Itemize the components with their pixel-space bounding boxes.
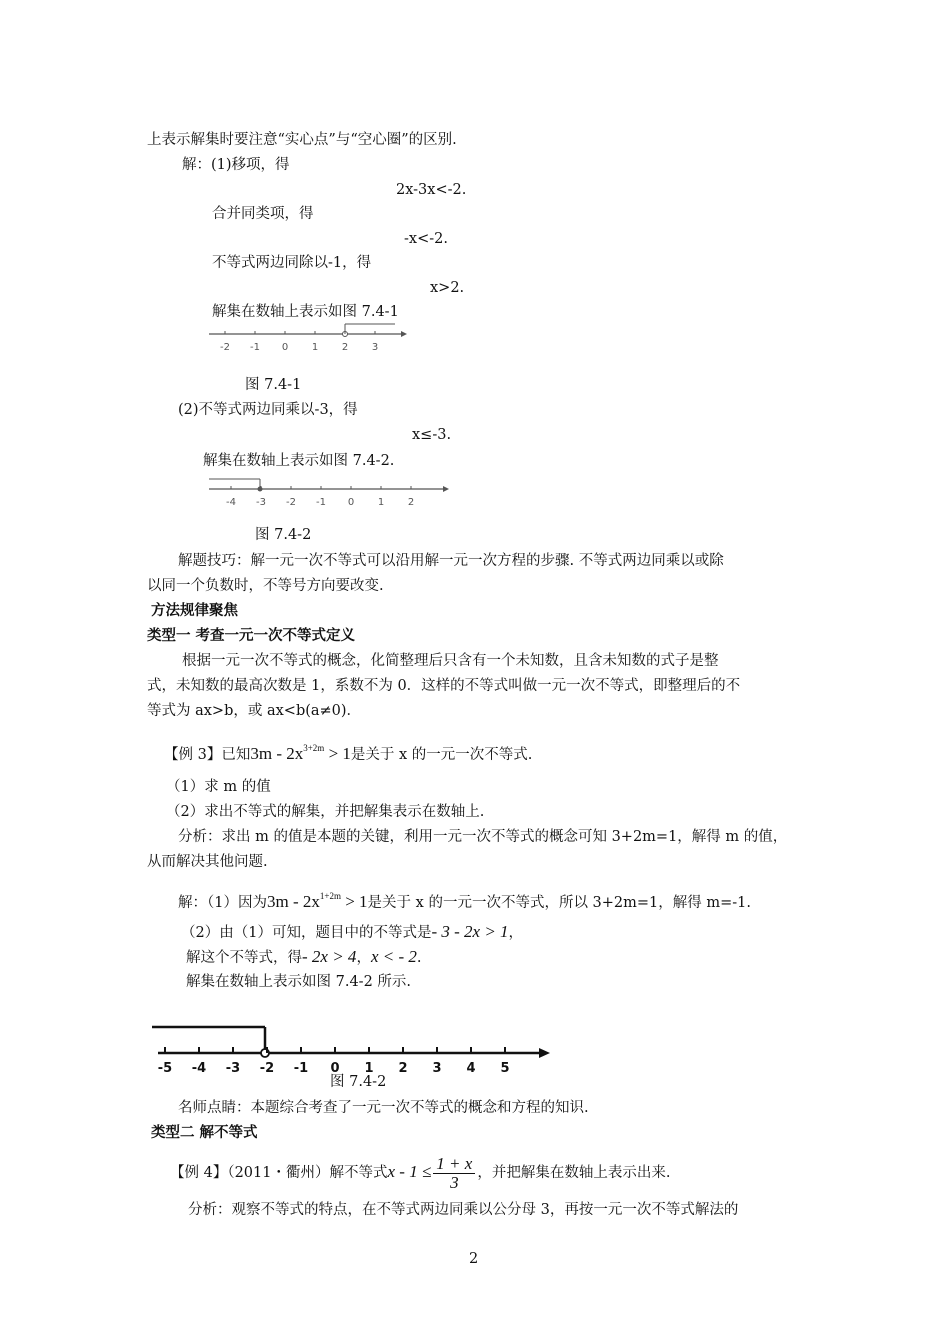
inequality-line-1: 2x-3x<-2. — [396, 182, 467, 198]
example-4-statement: 【例 4】（2011・衢州）解不等式x - 1 ≤ $\frac{1 + x}{3}$ ，并把解集在数轴上表示出来. — [170, 1153, 671, 1192]
math-expression-1: $3m - 2x^{3+2m} > 1$ — [250, 743, 351, 763]
axis-tick-label: 5 — [500, 1061, 510, 1076]
number-line-figure-3 — [150, 1018, 555, 1076]
math-expression-6: x - 1 ≤ — [387, 1162, 432, 1181]
section-heading-type-2: 类型二 解不等式 — [151, 1125, 258, 1141]
axis-tick-label: 3 — [371, 342, 379, 353]
solution-part-2: （2）由（1）可知，题目中的不等式是- 3 - 2x > 1， — [181, 922, 524, 941]
figure-caption-3: 图 7.4-2 — [330, 1074, 387, 1090]
axis-tick-label: -2 — [286, 497, 296, 508]
tip-line-2: 以同一个负数时，不等号方向要改变. — [147, 578, 384, 594]
number-line-note-3: 解集在数轴上表示如图 7.4-2 所示. — [186, 974, 412, 990]
example-3-suffix: 是关于 x 的一元一次不等式. — [350, 747, 533, 763]
question-1: （1）求 m 的值 — [166, 779, 271, 795]
solution-part-1: 解：（1）因为$3m - 2x^{1+2m} > 1$是关于 x 的一元一次不等式，所以 3+2m=1，解得 m=-1. — [178, 891, 752, 911]
figure-caption-2: 图 7.4-2 — [255, 527, 312, 543]
axis-tick-label: -2 — [220, 342, 230, 353]
axis-tick-label: 0 — [330, 1061, 340, 1076]
fraction-numerator: 1 + x — [433, 1155, 475, 1174]
fraction-denominator: 3 — [450, 1172, 459, 1192]
axis-tick-label: -2 — [259, 1061, 275, 1076]
axis-tick-label: -4 — [226, 497, 236, 508]
divide-line: 不等式两边同除以-1，得 — [212, 255, 372, 271]
section-heading-type-1: 类型一 考查一元一次不等式定义 — [147, 628, 356, 644]
figure-caption-1: 图 7.4-1 — [245, 377, 302, 393]
math-expression-2: $3m - 2x^{1+2m} > 1$ — [266, 891, 368, 911]
definition-para-1: 根据一元一次不等式的概念，化简整理后只含有一个未知数，且含未知数的式子是整 — [182, 653, 719, 669]
definition-para-2: 式，未知数的最高次数是 1，系数不为 0．这样的不等式叫做一元一次不等式，即整理后的不 — [147, 678, 741, 694]
inequality-line-3: x>2. — [430, 280, 465, 296]
number-line-note-2: 解集在数轴上表示如图 7.4-2. — [203, 453, 395, 469]
example-3-statement — [164, 738, 532, 765]
axis-tick-label: -1 — [293, 1061, 309, 1076]
axis-tick-label: -5 — [157, 1061, 173, 1076]
axis-tick-label: 0 — [347, 497, 355, 508]
number-line-figure-2 — [207, 474, 452, 508]
combine-like-terms-line: 合并同类项，得 — [212, 206, 314, 222]
section-heading-methods: 方法规律聚焦 — [151, 603, 238, 619]
inequality-line-4: x≤-3. — [412, 427, 452, 443]
analysis-line-1: 分析：求出 m 的值是本题的关键，利用一元一次不等式的概念可知 3+2m=1，解得 m 的值， — [178, 829, 788, 845]
math-expression-3: - 3 - 2x > 1 — [431, 922, 509, 941]
fraction — [433, 1155, 475, 1192]
math-expression-4: - 2x > 4 — [302, 947, 357, 966]
teacher-tip: 名师点睛：本题综合考查了一元一次不等式的概念和方程的知识. — [178, 1100, 589, 1116]
solution-part-3: 解这个不等式，得- 2x > 4，x < - 2. — [186, 947, 422, 966]
axis-tick-label: -3 — [256, 497, 266, 508]
solution-step-1: 解：(1)移项，得 — [182, 157, 290, 173]
multiply-line: (2)不等式两边同乘以-3，得 — [178, 402, 358, 418]
axis-tick-label: 0 — [281, 342, 289, 353]
intro-line: 上表示解集时要注意“实心点”与“空心圈”的区别. — [147, 132, 457, 148]
axis-tick-label: -4 — [191, 1061, 207, 1076]
question-2: （2）求出不等式的解集，并把解集表示在数轴上. — [166, 804, 485, 820]
axis-tick-label: 1 — [364, 1061, 374, 1076]
inequality-line-2: -x<-2. — [404, 231, 448, 247]
definition-para-3: 等式为 ax>b，或 ax<b(a≠0)． — [147, 703, 362, 719]
axis-tick-label: -3 — [225, 1061, 241, 1076]
analysis-line-2: 从而解决其他问题. — [147, 854, 268, 870]
axis-tick-label: 2 — [407, 497, 415, 508]
axis-tick-label: -1 — [316, 497, 326, 508]
axis-tick-label: 2 — [341, 342, 349, 353]
axis-tick-label: 3 — [432, 1061, 442, 1076]
analysis-line-3: 分析：观察不等式的特点，在不等式两边同乘以公分母 3，再按一元一次不等式解法的 — [188, 1202, 739, 1218]
axis-tick-label: -1 — [250, 342, 260, 353]
axis-tick-label: 1 — [377, 497, 385, 508]
tip-line-1: 解题技巧：解一元一次不等式可以沿用解一元一次方程的步骤. 不等式两边同乘以或除 — [178, 553, 724, 569]
page-number: 2 — [469, 1251, 479, 1267]
example-3-prefix: 【例 3】已知 — [164, 747, 251, 763]
number-line-figure-1 — [205, 320, 410, 356]
math-expression-5: x < - 2 — [370, 947, 417, 966]
number-line-note-1: 解集在数轴上表示如图 7.4-1 — [212, 304, 399, 320]
axis-tick-label: 2 — [398, 1061, 408, 1076]
axis-tick-label: 1 — [311, 342, 319, 353]
axis-tick-label: 4 — [466, 1061, 476, 1076]
